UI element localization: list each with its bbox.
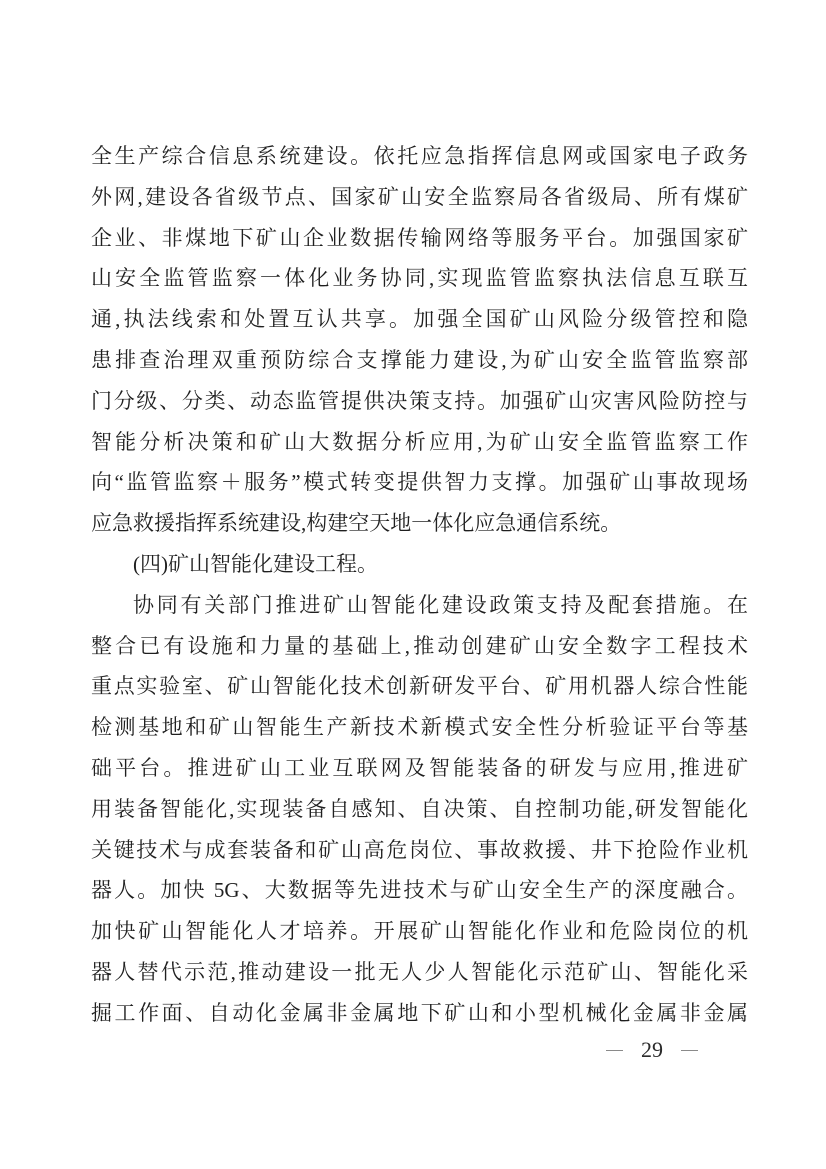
text-line: 加快矿山智能化人才培养。开展矿山智能化作业和危险岗位的机 [91,919,748,944]
text-line: 重点实验室、矿山智能化技术创新研发平台、矿用机器人综合性能 [91,674,748,699]
text-line: 患排查治理双重预防综合支撑能力建设,为矿山安全监管监察部 [91,347,748,372]
text-line: 山安全监管监察一体化业务协同,实现监管监察执法信息互联互 [91,266,748,291]
text-line: 整合已有设施和力量的基础上,推动创建矿山安全数字工程技术 [91,633,748,658]
text-line: 器人替代示范,推动建设一批无人少人智能化示范矿山、智能化采 [91,959,748,984]
page-footer [606,1036,698,1064]
text-line: 全生产综合信息系统建设。依托应急指挥信息网或国家电子政务 [91,144,748,168]
section-heading: (四)矿山智能化建设工程。 [133,551,378,576]
text-line: 外网,建设各省级节点、国家矿山安全监察局各省级局、所有煤矿 [91,184,748,209]
text-line: 关键技术与成套装备和矿山高危岗位、事故救援、井下抢险作业机 [91,837,748,862]
text-line: 门分级、分类、动态监管提供决策支持。加强矿山灾害风险防控与 [91,388,748,413]
text-line: 检测基地和矿山智能生产新技术新模式安全性分析验证平台等基 [91,715,748,740]
text-line: 用装备智能化,实现装备自感知、自决策、自控制功能,研发智能化 [91,796,748,821]
text-content [91,136,748,1034]
text-line: 智能分析决策和矿山大数据分析应用,为矿山安全监管监察工作 [91,429,748,454]
text-line: 通,执法线索和处置互认共享。加强全国矿山风险分级管控和隐 [91,307,748,332]
text-line: 础平台。推进矿山工业互联网及智能装备的研发与应用,推进矿 [91,755,748,780]
text-line: 应急救援指挥系统建设,构建空天地一体化应急通信系统。 [91,511,622,536]
footer-dash-right [681,1050,698,1051]
text-line: 向“监管监察＋服务”模式转变提供智力支撑。加强矿山事故现场 [91,470,748,495]
footer-dash-left [606,1050,623,1051]
text-line: 协同有关部门推进矿山智能化建设政策支持及配套措施。在 [133,592,748,617]
text-line: 器人。加快 5G、大数据等先进技术与矿山安全生产的深度融合。 [91,878,748,903]
page-number: 29 [641,1037,663,1062]
text-line: 掘工作面、自动化金属非金属地下矿山和小型机械化金属非金属 [91,1000,748,1025]
text-line: 企业、非煤地下矿山企业数据传输网络等服务平台。加强国家矿 [91,225,748,250]
